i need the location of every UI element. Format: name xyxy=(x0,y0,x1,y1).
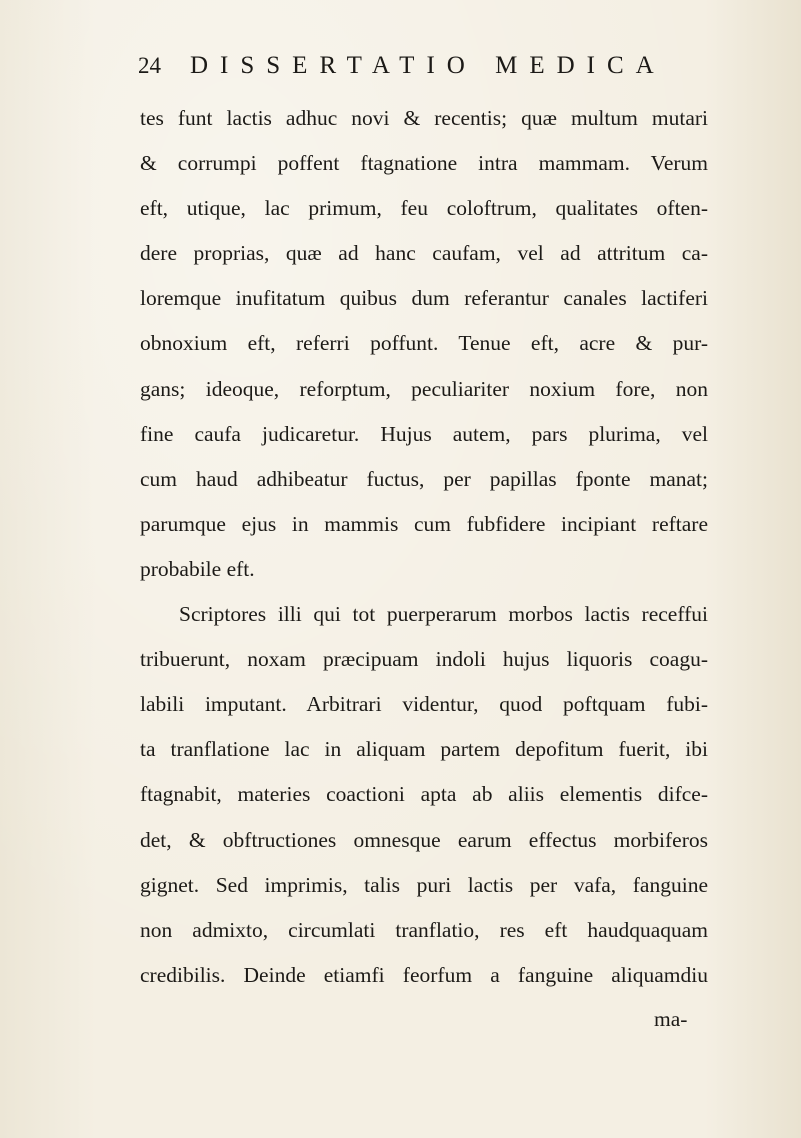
body-text xyxy=(140,96,708,998)
text-line: fine caufa judicaretur. Hujus autem, pars plurima, vel xyxy=(140,421,708,446)
page-number: 24 xyxy=(138,53,161,78)
text-line: credibilis. Deinde etiamfi feorfum a fanguine aliquamdiu xyxy=(140,962,708,987)
text-line: probabile eft. xyxy=(140,556,255,581)
text-line: gans; ideoque, reforptum, peculiariter noxium fore, non xyxy=(140,376,708,401)
text-line: loremque inufitatum quibus dum referantur canales lactiferi xyxy=(140,286,708,311)
text-line: gignet. Sed imprimis, talis puri lactis per vafa, fanguine xyxy=(140,872,708,897)
text-line: ftagnabit, materies coactioni apta ab aliis elementis difce- xyxy=(140,782,708,807)
text-line: non admixto, circumlati tranflatio, res eft haudquaquam xyxy=(140,917,708,942)
text-line: parumque ejus in mammis cum fubfidere incipiant reftare xyxy=(140,511,708,536)
running-title: DISSERTATIO MEDICA xyxy=(190,52,666,79)
catchword: ma- xyxy=(654,1007,688,1031)
text-line: Scriptores illi qui tot puerperarum morbos lactis receffui xyxy=(179,602,708,627)
text-line: eft, utique, lac primum, feu coloftrum, qualitates often- xyxy=(140,196,708,221)
page-header xyxy=(138,52,698,92)
text-line: & corrumpi poffent ftagnatione intra mammam. Verum xyxy=(140,151,708,176)
text-line: cum haud adhibeatur fuctus, per papillas fponte manat; xyxy=(140,466,708,491)
paragraph xyxy=(140,592,708,998)
text-line: labili imputant. Arbitrari videntur, quod poftquam fubi- xyxy=(140,692,708,717)
text-line: tribuerunt, noxam præcipuam indoli hujus liquoris coagu- xyxy=(140,647,708,672)
text-line: obnoxium eft, referri poffunt. Tenue eft, acre & pur- xyxy=(140,331,708,356)
text-line: det, & obftructiones omnesque earum effectus morbiferos xyxy=(140,827,708,852)
text-line: dere proprias, quæ ad hanc caufam, vel ad attritum ca- xyxy=(140,241,708,266)
text-line: ta tranflatione lac in aliquam partem depofitum fuerit, ibi xyxy=(140,737,708,762)
text-line: tes funt lactis adhuc novi & recentis; quæ multum mutari xyxy=(140,106,708,130)
paragraph xyxy=(140,96,708,592)
